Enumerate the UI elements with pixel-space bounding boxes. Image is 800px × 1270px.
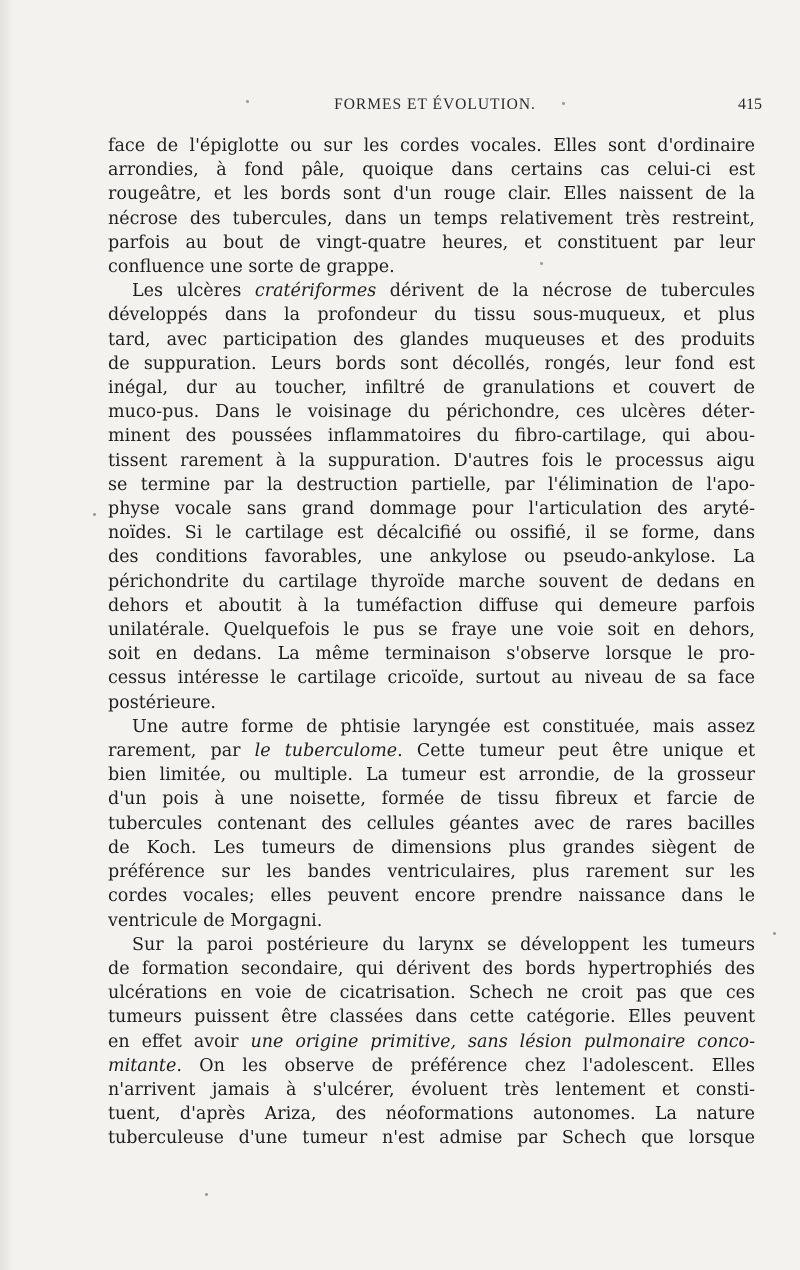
text-run: inégal, dur au toucher, infiltré de granulations et couvert de: [108, 378, 755, 399]
text-run: en effet avoir: [108, 1031, 251, 1052]
text-line: [108, 1102, 755, 1126]
text-line: [108, 207, 755, 231]
page-header: [108, 96, 762, 120]
text-run: . On les observe de préférence chez l'adolescent. Elles: [176, 1055, 755, 1076]
text-line: [108, 739, 755, 763]
text-line: [108, 521, 755, 545]
text-run: ventricule de Morgagni.: [108, 910, 323, 931]
text-line: [108, 836, 755, 860]
text-run: soit en dedans. La même terminaison s'observe lorsque le pro-: [108, 644, 755, 665]
text-run: bien limitée, ou multiple. La tumeur est arrondie, de la grosseur: [108, 765, 755, 786]
italic-text: mitante: [108, 1055, 177, 1076]
text-run: Les ulcères: [132, 281, 255, 302]
text-run: tissent rarement à la suppuration. D'autres fois le processus aigu: [108, 450, 755, 471]
text-run: noïdes. Si le cartilage est décalcifié ou ossifié, il se forme, dans: [108, 523, 755, 544]
text-line: [108, 715, 755, 739]
paper-speck: [540, 262, 543, 265]
text-line: [108, 473, 755, 497]
text-run: préférence sur les bandes ventriculaires, plus rarement sur les: [108, 862, 755, 883]
text-run: de formation secondaire, qui dérivent des bords hypertrophiés des: [108, 958, 755, 979]
text-line: [108, 763, 755, 787]
text-line: [108, 134, 755, 158]
paper-speck: [205, 1193, 208, 1196]
italic-text: cratériformes: [254, 281, 377, 302]
text-line: [108, 909, 755, 933]
text-line: [108, 812, 755, 836]
text-run: périchondrite du cartilage thyroïde marche souvent de dedans en: [108, 571, 755, 592]
text-line: [108, 981, 755, 1005]
text-line: [108, 279, 755, 303]
text-run: tard, avec participation des glandes muqueuses et des produits: [108, 329, 755, 350]
text-line: [108, 1078, 755, 1102]
text-line: [108, 1126, 755, 1150]
text-line: [108, 255, 755, 279]
text-line: [108, 1054, 755, 1078]
text-run: de suppuration. Leurs bords sont décollés, rongés, leur fond est: [108, 353, 755, 374]
running-title: FORMES ET ÉVOLUTION.: [334, 96, 536, 113]
text-run: de Koch. Les tumeurs de dimensions plus grandes siègent de: [108, 837, 755, 858]
text-run: cessus intéresse le cartilage cricoïde, surtout au niveau de sa face: [108, 668, 755, 689]
text-line: [108, 787, 755, 811]
text-line: [108, 158, 755, 182]
text-run: des conditions favorables, une ankylose ou pseudo-ankylose. La: [108, 547, 755, 568]
text-run: tubercules contenant des cellules géantes avec de rares bacilles: [108, 813, 755, 834]
text-line: [108, 618, 755, 642]
paper-speck: [246, 100, 249, 103]
text-run: dehors et aboutit à la tuméfaction diffuse qui demeure parfois: [108, 595, 755, 616]
text-line: [108, 691, 755, 715]
text-run: unilatérale. Quelquefois le pus se fraye une voie soit en dehors,: [108, 620, 755, 641]
text-run: rougeâtre, et les bords sont d'un rouge clair. Elles naissent de la: [108, 184, 755, 205]
text-run: face de l'épiglotte ou sur les cordes vocales. Elles sont d'ordinaire: [108, 136, 755, 156]
text-line: [108, 328, 755, 352]
text-run: parfois au bout de vingt-quatre heures, et constituent par leur: [108, 232, 755, 253]
text-line: [108, 231, 755, 255]
paper-speck: [93, 513, 96, 516]
text-line: [108, 594, 755, 618]
text-line: [108, 933, 755, 957]
text-line: [108, 449, 755, 473]
text-run: se termine par la destruction partielle, par l'élimination de l'apo-: [108, 474, 755, 495]
text-run: Sur la paroi postérieure du larynx se développent les tumeurs: [132, 934, 755, 955]
text-run: muco-pus. Dans le voisinage du périchondre, ces ulcères déter-: [108, 402, 755, 423]
body-text: [108, 134, 755, 1151]
paper-speck: [773, 932, 776, 935]
text-run: nécrose des tubercules, dans un temps relativement très restreint,: [108, 208, 755, 229]
text-run: tumeurs puissent être classées dans cette catégorie. Elles peuvent: [108, 1007, 755, 1028]
text-line: [108, 1005, 755, 1029]
text-line: [108, 884, 755, 908]
text-run: Une autre forme de phtisie laryngée est constituée, mais assez: [132, 716, 755, 737]
text-line: [108, 545, 755, 569]
text-run: tuberculeuse d'une tumeur n'est admise par Schech que lorsque: [108, 1128, 755, 1149]
text-run: minent des poussées inflammatoires du fibro-cartilage, qui abou-: [108, 426, 755, 447]
text-run: postérieure.: [108, 692, 216, 713]
text-run: cordes vocales; elles peuvent encore prendre naissance dans le: [108, 886, 755, 907]
text-run: . Cette tumeur peut être unique et: [397, 741, 756, 762]
text-line: [108, 400, 755, 424]
text-run: dérivent de la nécrose de tubercules: [376, 281, 755, 302]
text-line: [108, 957, 755, 981]
text-line: [108, 303, 755, 327]
text-line: [108, 666, 755, 690]
page-number: 415: [738, 96, 762, 113]
text-run: arrondies, à fond pâle, quoique dans certains cas celui-ci est: [108, 160, 755, 181]
text-run: n'arrivent jamais à s'ulcérer, évoluent très lentement et consti-: [108, 1079, 755, 1100]
paper-speck: [562, 102, 565, 105]
text-run: confluence une sorte de grappe.: [108, 257, 395, 278]
text-line: [108, 376, 755, 400]
text-line: [108, 642, 755, 666]
text-run: d'un pois à une noisette, formée de tissu fibreux et farcie de: [108, 789, 755, 810]
text-run: ulcérations en voie de cicatrisation. Schech ne croit pas que ces: [108, 983, 755, 1004]
italic-text: le tuberculome: [254, 741, 398, 762]
text-line: [108, 1030, 755, 1054]
text-run: rarement, par: [108, 741, 255, 762]
text-line: [108, 860, 755, 884]
text-line: [108, 570, 755, 594]
text-run: développés dans la profondeur du tissu sous-muqueux, et plus: [108, 305, 755, 326]
text-line: [108, 352, 755, 376]
italic-text: une origine primitive, sans lésion pulmonaire conco-: [250, 1031, 755, 1052]
text-line: [108, 424, 755, 448]
text-run: physe vocale sans grand dommage pour l'articulation des aryté-: [108, 499, 755, 520]
text-line: [108, 497, 755, 521]
text-line: [108, 182, 755, 206]
text-run: tuent, d'après Ariza, des néoformations autonomes. La nature: [108, 1104, 755, 1125]
